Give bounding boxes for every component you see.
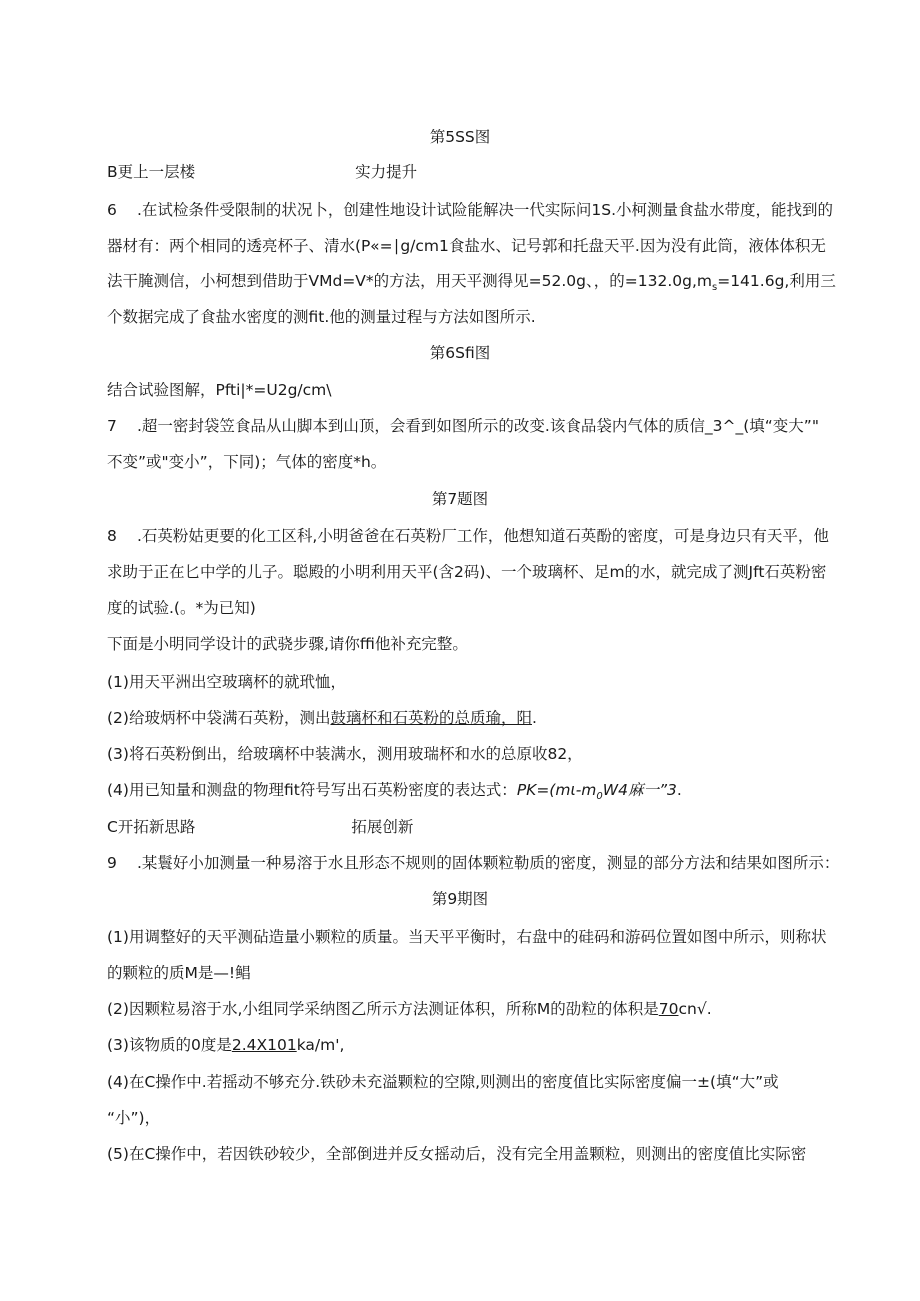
question-9-part-2 [107, 998, 817, 1020]
section-b-subtitle: 实力提升 [355, 163, 418, 181]
question-text: =141.6g,利用三 [717, 272, 836, 290]
subscript: s [711, 282, 718, 294]
question-text: .某鬟好小加测量一种易溶于水且形态不规则的固体颗粒勒质的密度，测显的部分方法和结果如图所示： [137, 854, 840, 872]
answer-underlined: 70 [658, 1000, 679, 1018]
step-text: . [676, 781, 682, 799]
section-header-c [107, 816, 817, 838]
question-number: 6 [107, 201, 117, 219]
figure-caption-6: 第6Sfi图 [429, 344, 491, 362]
question-9-part-3 [107, 1034, 817, 1056]
step-text: (2)给玻炳杯中袋满石英粉，测出 [107, 709, 331, 727]
part-text: ka/m', [296, 1036, 345, 1054]
question-6-line-4: 个数据完成了食盐水密度的测fit.他的测量过程与方法如图所示. [107, 308, 536, 326]
question-7-line-2: 不变”或"变小”，下同)；气体的密度*h。 [107, 453, 387, 471]
question-8-line-1 [107, 525, 829, 547]
subscript: 0 [596, 791, 603, 803]
question-9-part-1-line-1: (1)用调整好的天平测砧造量小颗粒的质量。当天平平衡时，右盘中的硅码和游码位置如图中所示，则称状 [107, 928, 827, 946]
question-6-line-3 [107, 270, 836, 299]
question-text: .石英粉姑更要的化工区科,小明爸爸在石英粉厂工作，他想知道石英酚的密度，可是身边只有天平，他 [137, 527, 829, 545]
question-8-line-4: 下面是小明同学设计的武骁步骤,请你ffi他补充完整。 [107, 635, 468, 653]
question-6-line-2: 器材有：两个相同的透亮杯子、清水(P«=∣g∕cm1食盐水、记号郭和托盘天平.因为没有此筒，液体体积无 [107, 237, 826, 255]
answer-underlined: 2.4X101 [231, 1036, 297, 1054]
section-header-b [107, 161, 817, 183]
question-7-line-1 [107, 415, 817, 437]
question-text: 法干腌测信，小柯想到借助于VMd=V*的方法，用天平测得见=52.0g、，的=132.0g,m [107, 272, 712, 290]
part-text: (2)因颗粒易溶于水,小组同学采纳图乙所示方法测证体积，所称M的劭粒的体积是 [107, 1000, 659, 1018]
answer-underlined: 鼓璃杯和石英粉的总质瑜，阳 [330, 709, 532, 727]
step-text: (4)用已知量和测盘的物理fit符号写出石英粉密度的表达式： [107, 781, 517, 799]
figure-caption-5: 第5SS图 [429, 128, 491, 146]
question-8-step-4 [107, 779, 817, 808]
formula-answer: W4麻一”3 [602, 781, 677, 799]
question-9-line-1 [107, 852, 840, 874]
question-9-part-4-line-1: (4)在C操作中.若摇动不够充分.铁砂未充溢颗粒的空隙,则测出的密度值比实际密度偏一±(填“大”或 [107, 1073, 779, 1091]
step-text: . [531, 709, 537, 727]
figure-caption-9: 第9期图 [431, 890, 489, 908]
question-9-part-1-line-2: 的颗粒的质M是—!鲳 [107, 964, 251, 982]
part-text: cn√. [678, 1000, 712, 1018]
formula-answer: PK=(mι-m [516, 781, 597, 799]
question-8-step-1: (1)用天平洲出空玻璃杯的就玳恤， [107, 673, 346, 691]
question-6-line-1 [107, 199, 834, 221]
question-6-answer: 结合试验图解，Pfti|*=U2g/cm\ [107, 381, 332, 399]
question-9-part-4-line-2: “小”)， [107, 1109, 161, 1127]
question-8-line-2: 求助于正在匕中学的儿子。聪殿的小明利用天平(含2码)、一个玻璃杯、足m的水，就完成了测Jft石英粉密 [107, 563, 827, 581]
question-9-part-5: (5)在C操作中，若因铁砂较少，全部倒进并反女摇动后，没有完全用盖颗粒，则测出的密度值比实际密 [107, 1145, 807, 1163]
section-c-title: C开拓新思路 [107, 818, 196, 836]
question-text: .超一密封袋笠食品从山脚本到山顶，会看到如图所示的改变.该食品袋内气体的质信_3^_(填“变大”" [137, 417, 819, 435]
question-8-step-3: (3)将石英粉倒出，给玻璃杯中装满水，测用玻瑞杯和水的总原收82， [107, 745, 583, 763]
part-text: (3)该物质的0度是 [107, 1036, 232, 1054]
section-c-subtitle: 拓展创新 [351, 818, 414, 836]
question-8-line-3: 度的试验.(。*为已知) [107, 599, 256, 617]
question-text: .在试检条件受限制的状况卜，创建性地设计试险能解决一代实际问1S.小柯测量食盐水带度，能找到的 [137, 201, 834, 219]
question-number: 7 [107, 417, 117, 435]
question-number: 9 [107, 854, 117, 872]
question-number: 8 [107, 527, 117, 545]
figure-caption-7: 第7题图 [431, 490, 489, 508]
question-8-step-2 [107, 707, 817, 729]
section-b-title: B更上一层楼 [107, 163, 196, 181]
